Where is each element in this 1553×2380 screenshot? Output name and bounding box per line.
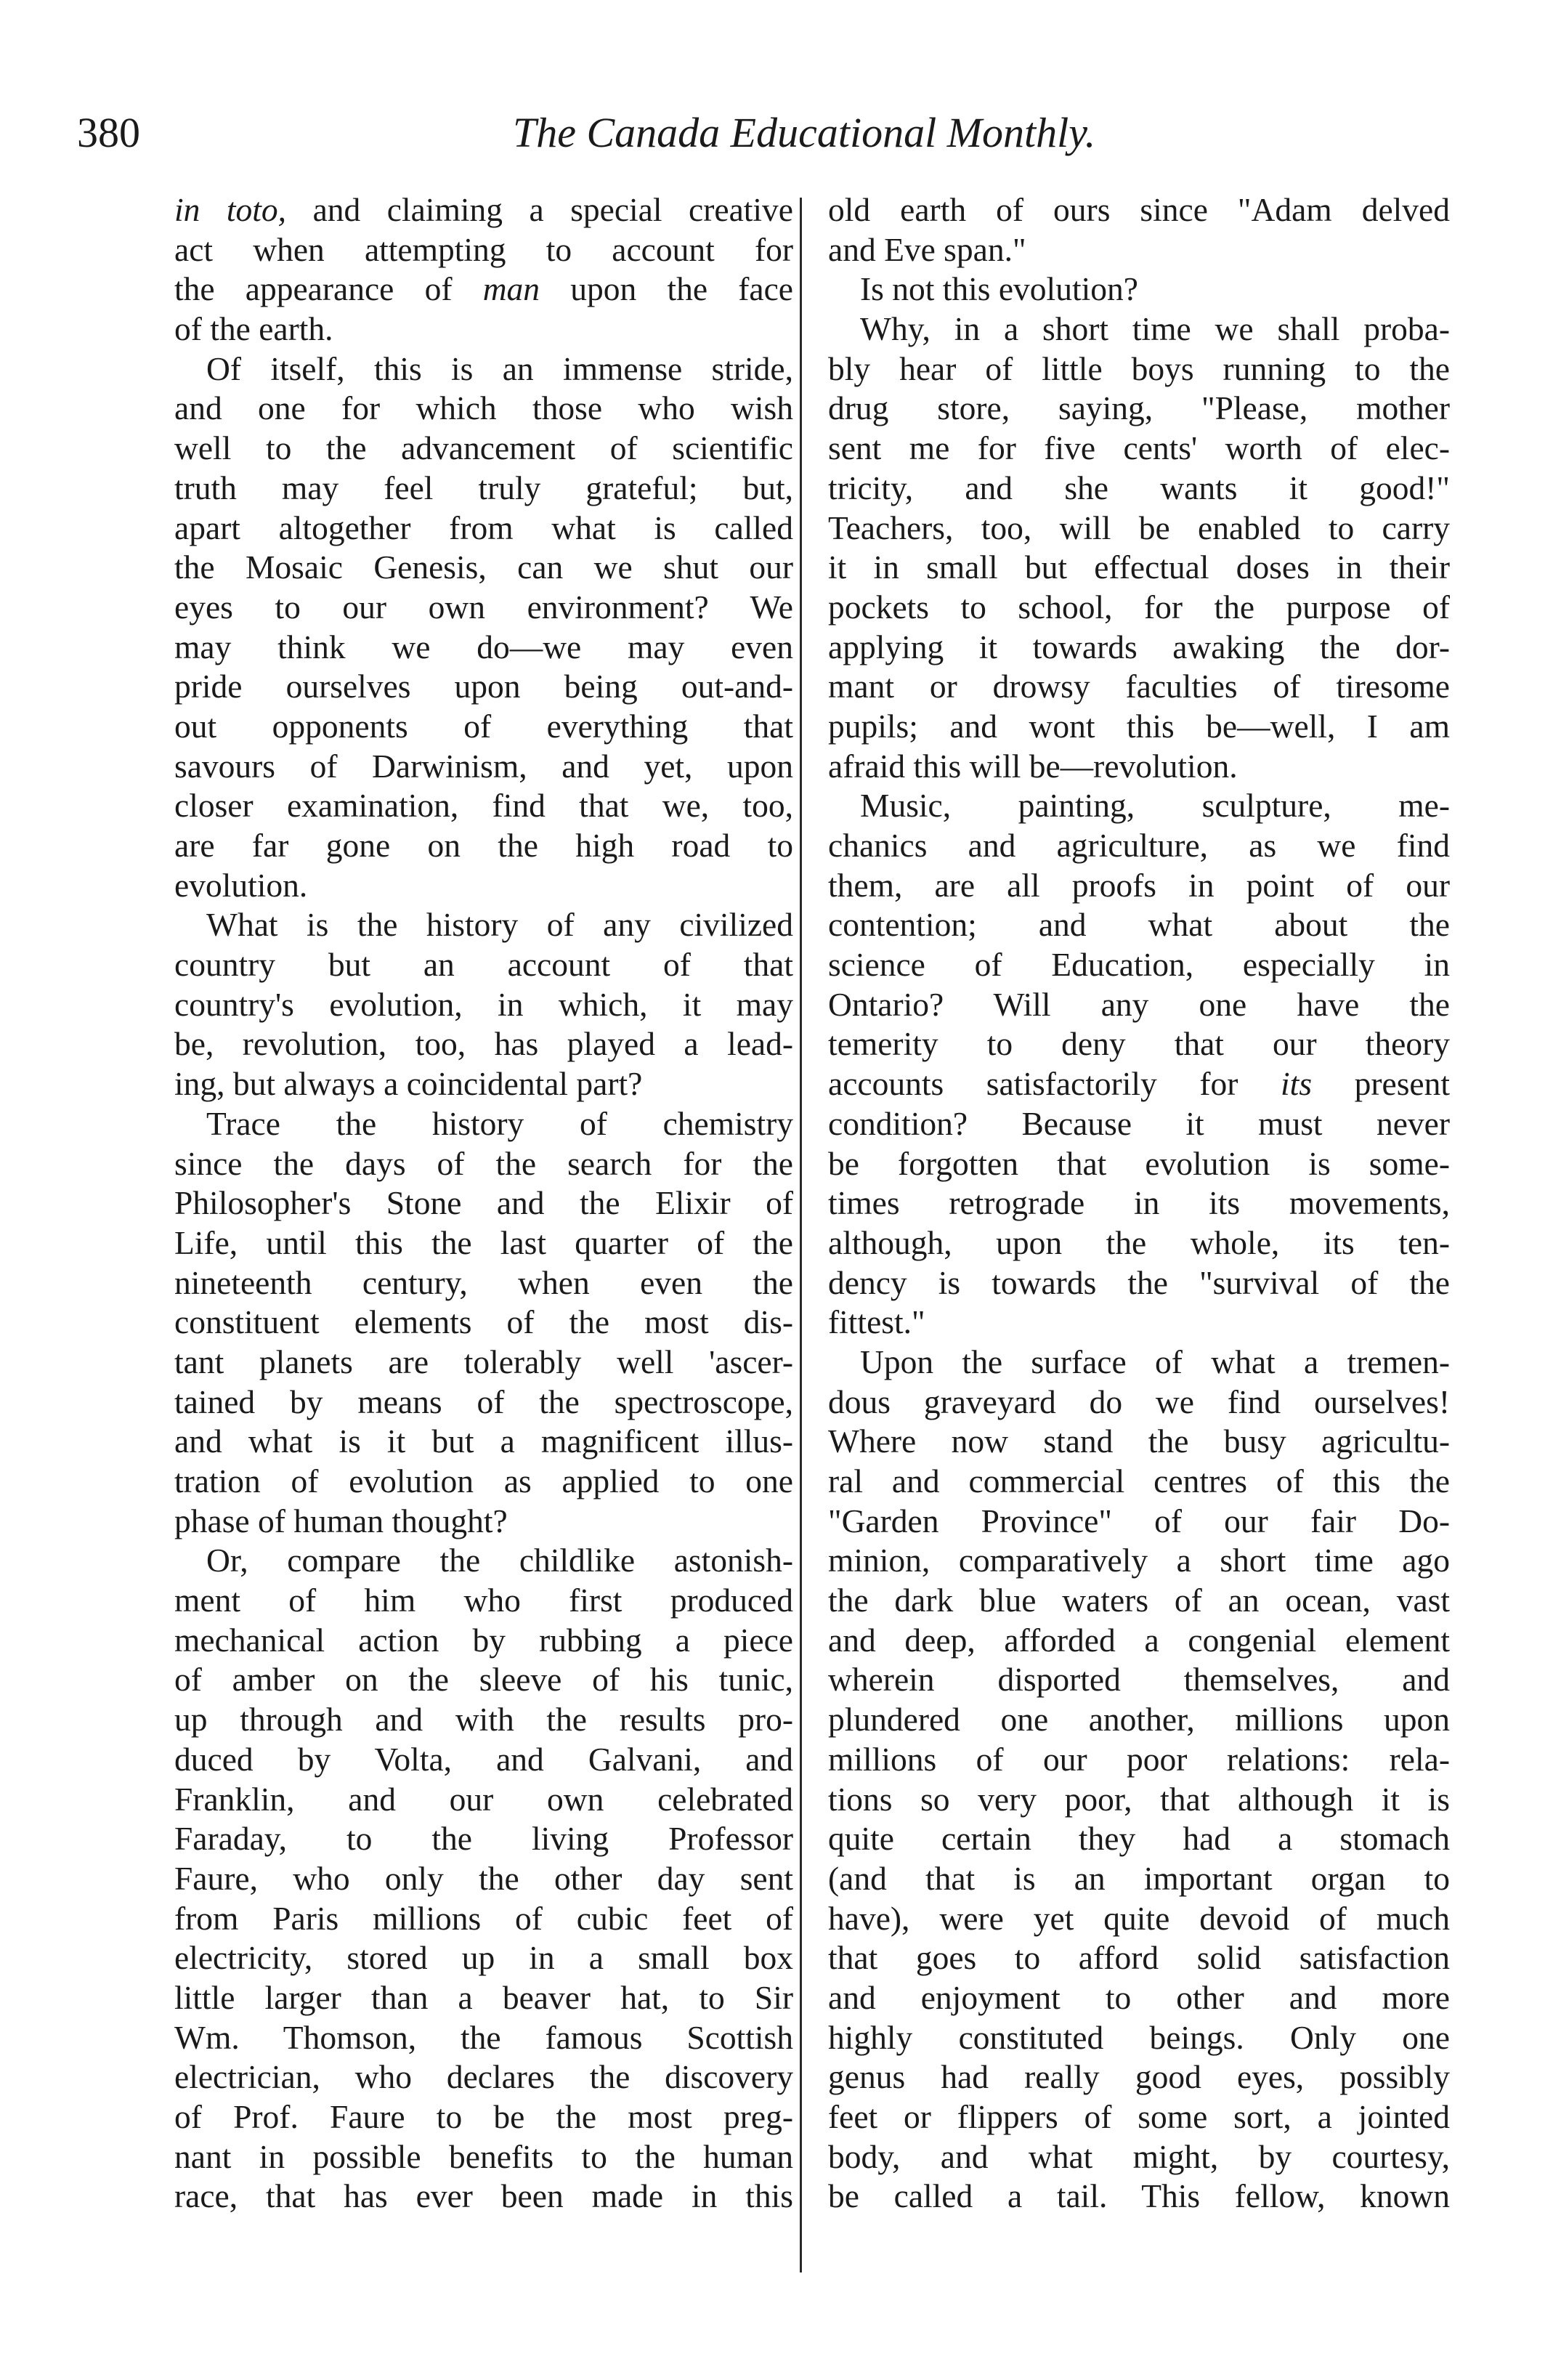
text-line: tration of evolution as applied to one bbox=[174, 1462, 793, 1499]
text-line: minion, comparatively a short time ago bbox=[828, 1542, 1450, 1579]
text-line: dous graveyard do we find ourselves! bbox=[828, 1383, 1450, 1420]
text-line: be forgotten that evolution is some- bbox=[828, 1144, 1450, 1182]
text-line: little larger than a beaver hat, to Sir bbox=[174, 1978, 793, 2016]
text-line: contention; and what about the bbox=[828, 906, 1450, 944]
text-line: Where now stand the busy agricultu- bbox=[828, 1422, 1450, 1460]
text-line: have), were yet quite devoid of much bbox=[828, 1899, 1450, 1937]
text-line: feet or flippers of some sort, a jointed bbox=[828, 2098, 1450, 2135]
left-column bbox=[174, 190, 793, 2217]
text-line: act when attempting to account for bbox=[174, 230, 793, 268]
text-line: Philosopher's Stone and the Elixir of bbox=[174, 1184, 793, 1222]
text-line: although, upon the whole, its ten- bbox=[828, 1223, 1450, 1261]
text-line: temerity to deny that our theory bbox=[828, 1025, 1450, 1063]
text-line: the dark blue waters of an ocean, vast bbox=[828, 1582, 1450, 1619]
text-line: wherein disported themselves, and bbox=[828, 1661, 1450, 1699]
text-line: genus had really good eyes, possibly bbox=[828, 2058, 1450, 2096]
text-line: Trace the history of chemistry bbox=[206, 1104, 793, 1142]
text-line: since the days of the search for the bbox=[174, 1144, 793, 1182]
text-line: and enjoyment to other and more bbox=[828, 1978, 1450, 2016]
text-line: pupils; and wont this be—well, I am bbox=[828, 707, 1450, 745]
text-line: quite certain they had a stomach bbox=[828, 1820, 1450, 1858]
text-line: old earth of ours since "Adam delved bbox=[828, 191, 1450, 228]
text-line: Upon the surface of what a tremen- bbox=[860, 1343, 1450, 1380]
text-line: "Garden Province" of our fair Do- bbox=[828, 1502, 1450, 1539]
text-line: electrician, who declares the discovery bbox=[174, 2058, 793, 2096]
text-line: phase of human thought? bbox=[174, 1502, 508, 1539]
text-line: up through and with the results pro- bbox=[174, 1701, 793, 1739]
column-divider bbox=[800, 198, 802, 2272]
text-line: and one for which those who wish bbox=[174, 389, 793, 427]
text-line: are far gone on the high road to bbox=[174, 827, 793, 864]
text-line: closer examination, find that we, too, bbox=[174, 787, 793, 825]
text-line: Franklin, and our own celebrated bbox=[174, 1780, 793, 1818]
text-line: them, are all proofs in point of our bbox=[828, 866, 1450, 904]
text-line: Wm. Thomson, the famous Scottish bbox=[174, 2018, 793, 2056]
text-line: science of Education, especially in bbox=[828, 946, 1450, 984]
right-column bbox=[828, 190, 1450, 2217]
text-line: nineteenth century, when even the bbox=[174, 1263, 793, 1301]
text-line: ing, but always a coincidental part? bbox=[174, 1065, 643, 1103]
text-line: dency is towards the "survival of the bbox=[828, 1263, 1450, 1301]
text-line: Faure, who only the other day sent bbox=[174, 1859, 793, 1897]
text-line: be, revolution, too, has played a lead- bbox=[174, 1025, 793, 1063]
text-line: and Eve span." bbox=[828, 230, 1026, 268]
text-line: Ontario? Will any one have the bbox=[828, 985, 1450, 1023]
text-line: the appearance of man upon the face bbox=[174, 270, 793, 308]
text-line: may think we do—we may even bbox=[174, 628, 793, 665]
running-title: The Canada Educational Monthly. bbox=[513, 109, 1096, 156]
page-header bbox=[77, 108, 1123, 166]
text-line: Is not this evolution? bbox=[860, 270, 1138, 308]
text-line: Or, compare the childlike astonish- bbox=[206, 1542, 793, 1579]
text-line: and what is it but a magnificent illus- bbox=[174, 1422, 793, 1460]
text-line: out opponents of everything that bbox=[174, 707, 793, 745]
text-line: from Paris millions of cubic feet of bbox=[174, 1899, 793, 1937]
text-line: drug store, saying, "Please, mother bbox=[828, 389, 1450, 427]
text-line: that goes to afford solid satisfaction bbox=[828, 1939, 1450, 1977]
text-line: (and that is an important organ to bbox=[828, 1859, 1450, 1897]
text-line: Teachers, too, will be enabled to carry bbox=[828, 509, 1450, 546]
text-line: Life, until this the last quarter of the bbox=[174, 1223, 793, 1261]
text-line: be called a tail. This fellow, known bbox=[828, 2177, 1450, 2215]
text-line: fittest." bbox=[828, 1303, 925, 1341]
text-line: of the earth. bbox=[174, 310, 333, 348]
text-line: well to the advancement of scientific bbox=[174, 429, 793, 467]
text-line: pockets to school, for the purpose of bbox=[828, 588, 1450, 626]
text-line: it in small but effectual doses in their bbox=[828, 549, 1450, 586]
text-line: the Mosaic Genesis, can we shut our bbox=[174, 549, 793, 586]
text-line: tant planets are tolerably well 'ascer- bbox=[174, 1343, 793, 1380]
text-line: sent me for five cents' worth of elec- bbox=[828, 429, 1450, 467]
text-line: plundered one another, millions upon bbox=[828, 1701, 1450, 1739]
text-line: apart altogether from what is called bbox=[174, 509, 793, 546]
text-line: in toto, and claiming a special creative bbox=[174, 191, 793, 228]
text-line: mechanical action by rubbing a piece bbox=[174, 1621, 793, 1659]
text-line: condition? Because it must never bbox=[828, 1104, 1450, 1142]
text-line: eyes to our own environment? We bbox=[174, 588, 793, 626]
text-line: Music, painting, sculpture, me- bbox=[860, 787, 1450, 825]
text-line: and deep, afforded a congenial element bbox=[828, 1621, 1450, 1659]
text-line: duced by Volta, and Galvani, and bbox=[174, 1740, 793, 1778]
text-line: tained by means of the spectroscope, bbox=[174, 1383, 793, 1420]
text-line: applying it towards awaking the dor- bbox=[828, 628, 1450, 665]
text-line: times retrograde in its movements, bbox=[828, 1184, 1450, 1222]
text-line: nant in possible benefits to the human bbox=[174, 2137, 793, 2175]
text-line: truth may feel truly grateful; but, bbox=[174, 469, 793, 506]
text-line: race, that has ever been made in this bbox=[174, 2177, 793, 2215]
text-line: electricity, stored up in a small box bbox=[174, 1939, 793, 1977]
text-line: highly constituted beings. Only one bbox=[828, 2018, 1450, 2056]
text-line: ral and commercial centres of this the bbox=[828, 1462, 1450, 1499]
page-number: 380 bbox=[77, 109, 140, 156]
text-line: ment of him who first produced bbox=[174, 1582, 793, 1619]
text-line: tricity, and she wants it good!" bbox=[828, 469, 1450, 506]
text-line: tions so very poor, that although it is bbox=[828, 1780, 1450, 1818]
text-line: of Prof. Faure to be the most preg- bbox=[174, 2098, 793, 2135]
text-line: millions of our poor relations: rela- bbox=[828, 1740, 1450, 1778]
text-line: evolution. bbox=[174, 866, 308, 904]
text-line: body, and what might, by courtesy, bbox=[828, 2137, 1450, 2175]
text-line: country's evolution, in which, it may bbox=[174, 985, 793, 1023]
text-line: constituent elements of the most dis- bbox=[174, 1303, 793, 1341]
text-line: savours of Darwinism, and yet, upon bbox=[174, 747, 793, 785]
text-line: mant or drowsy faculties of tiresome bbox=[828, 668, 1450, 705]
text-line: Why, in a short time we shall proba- bbox=[860, 310, 1450, 348]
text-line: bly hear of little boys running to the bbox=[828, 349, 1450, 387]
text-line: chanics and agriculture, as we find bbox=[828, 827, 1450, 864]
text-line: afraid this will be—revolution. bbox=[828, 747, 1238, 785]
text-line: pride ourselves upon being out-and- bbox=[174, 668, 793, 705]
text-line: Of itself, this is an immense stride, bbox=[206, 349, 793, 387]
text-line: of amber on the sleeve of his tunic, bbox=[174, 1661, 793, 1699]
text-line: country but an account of that bbox=[174, 946, 793, 984]
text-line: Faraday, to the living Professor bbox=[174, 1820, 793, 1858]
text-line: What is the history of any civilized bbox=[206, 906, 793, 944]
text-line: accounts satisfactorily for its present bbox=[828, 1065, 1450, 1103]
